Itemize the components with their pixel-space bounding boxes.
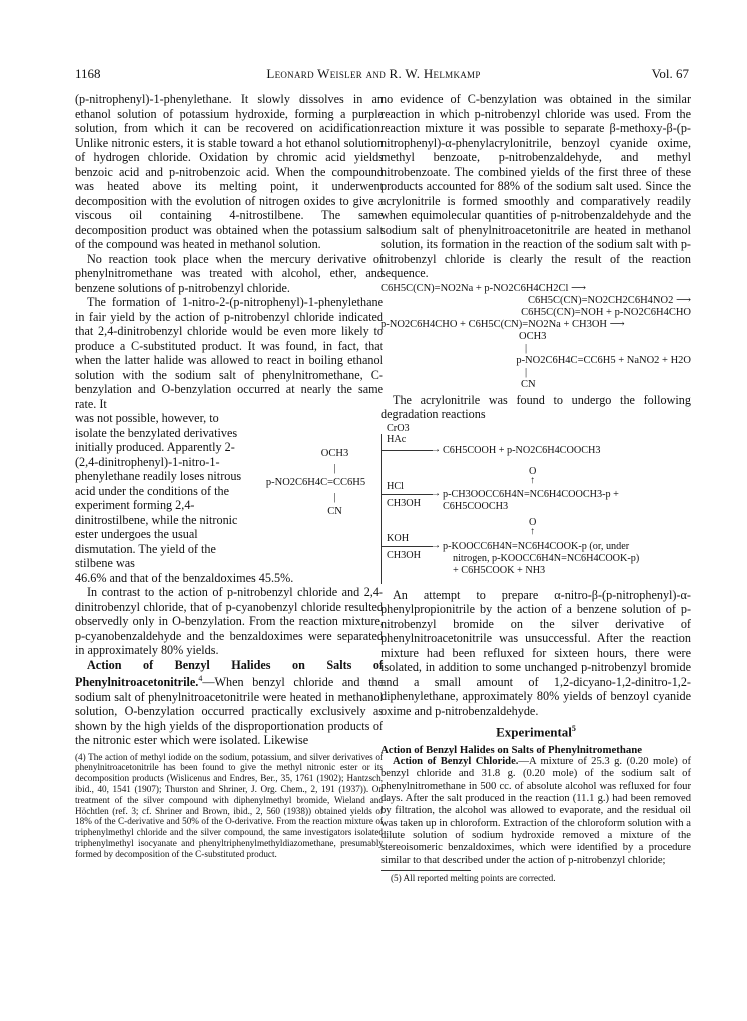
reagent: CH3OH bbox=[387, 497, 421, 509]
equation-line: p-NO2C6H4C=CC6H5 + NaNO2 + H2O bbox=[516, 354, 691, 366]
atom-label: O bbox=[529, 516, 537, 528]
footnote: (5) All reported melting points are corrected. bbox=[391, 872, 556, 883]
reaction-product: nitrogen, p-KOOCC6H4N=NC6H4COOK-p) bbox=[453, 552, 640, 564]
paragraph: (p-nitrophenyl)-1-phenylethane. It slowly dissolves in an ethanol solution of potassium hydroxide, forming a purple solution, from which it can be recovered on acidification. Unlike nitronic esters, it is stable toward a hot ethanol solution of hydrogen chloride. Oxidation by chromic acid yields benzoic acid and p-nitrobenzoic acid. When the compound was heated above its melting point, it underwent decomposition with the evolution of nitrogen oxides to give a viscous oil containing 4-nitrostilbene. The same decomposition product was obtained when the potassium salt of the compound was heated in methanol solution. bbox=[75, 92, 383, 251]
footnote-ref: 5 bbox=[571, 724, 576, 733]
reagent: KOH bbox=[387, 532, 410, 544]
footnote-ref: 4 bbox=[198, 674, 203, 683]
equation-line: C6H5C(CN)=NOH + p-NO2C6H4CHO bbox=[521, 306, 691, 318]
atom-label: O bbox=[529, 465, 537, 477]
reaction-arrow bbox=[381, 546, 433, 547]
section-heading-text: Experimental bbox=[496, 724, 572, 740]
paragraph bbox=[75, 658, 383, 748]
running-header-authors: Leonard Weisler and R. W. Helmkamp bbox=[266, 66, 481, 81]
text-with-formula bbox=[75, 411, 383, 571]
equation-line: C6H5C(CN)=NO2CH2C6H4NO2 ⟶ bbox=[527, 294, 691, 306]
equation-line: p-NO2C6H4CHO + C6H5C(CN)=NO2Na + CH3OH ⟶ bbox=[381, 318, 625, 330]
reaction-product: p-CH3OOCC6H4N=NC6H4COOCH3-p + bbox=[443, 488, 619, 500]
equation-line: C6H5C(CN)=NO2Na + p-NO2C6H4CH2Cl ⟶ bbox=[381, 282, 587, 294]
left-column bbox=[75, 92, 383, 860]
paragraph: An attempt to prepare α-nitro-β-(p-nitrophenyl)-α-phenylpropionitrile by the action of a benzene solution of p-nitrobenzyl bromide on the silver derivative of phenylnitroacetonitrile was unsuccessful. After the reaction mixture had been refluxed for sixteen hours, there were isolated, in addition to some unchanged p-nitrobenzyl bromide and a small amount of 1,2-dicyano-1,2-dinitro-1,2-diphenylethane, approximately 80% yields of benzoyl cyanide oxime and p-nitrobenzaldehyde. bbox=[381, 587, 691, 718]
reagent: CrO3 bbox=[387, 422, 410, 434]
paragraph: The acrylonitrile was found to undergo the following degradation reactions bbox=[381, 392, 691, 421]
coordinate-bond: ↑ bbox=[530, 474, 536, 486]
paragraph: The formation of 1-nitro-2-(p-nitrophenyl)-1-phenylethane in fair yield by the action of p-nitrobenzyl chloride indicated that 2,4-dinitrobenzyl chloride would be even more likely to produce a C-substituted product. It was found, in fact, that when the latter halide was allowed to react in boiling ethanol solution with the sodium salt of phenylnitromethane, C-benzylation and O-benzylation occurred at nearly the same rate. It bbox=[75, 295, 383, 411]
subsection-title: Action of Benzyl Halides on Salts of Phenylnitromethane bbox=[381, 743, 643, 756]
formula-substituent: OCH3 bbox=[320, 448, 349, 459]
reagent: HCl bbox=[387, 480, 404, 492]
arrow-head: → bbox=[431, 539, 442, 551]
reaction-product: C6H5COOCH3 bbox=[443, 500, 509, 512]
paragraph: No reaction took place when the mercury derivative of phenylnitromethane was treated with alcohol, ether, and benzene solutions of p-nitrobenzyl chloride. bbox=[75, 251, 383, 295]
arrow-head: → bbox=[431, 443, 442, 455]
coordinate-bond: ↑ bbox=[530, 525, 536, 537]
arrow-head: → bbox=[431, 487, 442, 499]
equation-substituent: OCH3 bbox=[519, 330, 547, 342]
formula-bond: | bbox=[333, 491, 336, 503]
page-number: 1168 bbox=[75, 66, 101, 81]
equation-substituent: CN bbox=[521, 378, 536, 390]
paragraph bbox=[381, 756, 691, 867]
formula-substituent: CN bbox=[327, 506, 342, 517]
footnote-rule bbox=[381, 870, 471, 871]
experiment-title: Action of Benzyl Chloride. bbox=[393, 756, 519, 768]
paragraph: no evidence of C-benzylation was obtained in the similar reaction in which p-nitrobenzyl chloride was used. From the reaction mixture it was possible to separate β-methoxy-β-(p-nitrophenyl)-α-phenylacrylonitrile, benzoyl cyanide oxime, methyl benzoate, p-nitrobenzaldehyde, and methyl nitrobenzoate. The combined yields of the first three of these products accounted for 88% of the sodium salt used. Since the acrylonitrile is formed smoothly and comparatively readily when equimolecular quantities of p-nitrobenzaldehyde and the sodium salt of phenylnitroacetonitrile are heated in methanol solution, its formation in the reaction of the sodium salt with p-nitrobenzyl chloride is clearly the result of the reaction sequence. bbox=[381, 92, 691, 280]
reaction-arrow bbox=[381, 494, 433, 495]
paragraph-text: —When benzyl chloride and the sodium salt of phenylnitroacetonitrile were heated in methanol solution, O-benzylation occurred practically exclusively as shown by the high yields of the disproportionation products of the nitronic ester which were isolated. Likewise bbox=[75, 675, 383, 748]
footnote: (4) The action of methyl iodide on the sodium, potassium, and silver derivatives of phenylnitroacetonitrile has been found to give the methyl nitronic ester or its decomposition products (Wislicenus and Endres, Ber., 35, 1761 (1902); Hantzsch, ibid., 40, 1541 (1907); Thurston and Shriner, J. Org. Chem., 2, 191 (1937)). On treatment of the silver compound with diphenylmethyl bromide, Wieland and Höchtlen (ref. 3; cf. Shriner and Brown, ibid., 2, 560 (1938)) obtained yields of 18% of the C-derivative and 50% of the O-derivative. From the reaction mixture of triphenylmethyl chloride and the silver compound, the same investigators isolated triphenylmethyl isocyanate and phenyltriphenylmethyldiazomethane, presumably formed by decomposition of the C-substituted product. bbox=[75, 751, 383, 859]
paragraph: In contrast to the action of p-nitrobenzyl chloride and 2,4-dinitrobenzyl chloride, that of p-cyanobenzyl chloride resulted observedly only in O-benzylation. From the reaction mixture, p-cyanobenzaldehyde and the benzaldoximes were separated in approximately 80% yields. bbox=[75, 585, 383, 657]
paragraph: 46.6% and that of the benzaldoximes 45.5%. bbox=[75, 570, 294, 585]
reagent: CH3OH bbox=[387, 549, 421, 561]
reaction-product: + C6H5COOK + NH3 bbox=[453, 564, 546, 576]
reaction-product: C6H5COOH + p-NO2C6H4COOCH3 bbox=[443, 444, 601, 456]
formula-bond: | bbox=[333, 462, 336, 474]
section-title: Action of Benzyl Halides on Salts of Phenylnitroacetonitrile. bbox=[75, 657, 383, 690]
formula-main: p-NO2C6H4C=CC6H5 bbox=[265, 477, 366, 488]
reaction-sequence bbox=[381, 283, 691, 391]
volume-label: Vol. 67 bbox=[651, 66, 689, 81]
paragraph: was not possible, however, to isolate the benzylated derivatives initially produced. Apparently 2-(2,4-dinitrophenyl)-1-nitro-1-phenylethane readily loses nitrous acid under the conditions of the experiment forming 2,4-dinitrostilbene, while the nitronic ester undergoes the usual dismutation. The yield of the stilbene was bbox=[75, 411, 242, 570]
formula-bond: | bbox=[525, 342, 528, 354]
experimental-section bbox=[381, 744, 691, 867]
paragraph-text: —A mixture of 25.3 g. (0.20 mole) of benzyl chloride and 31.8 g. (0.20 mole) of the sodium salt of phenylnitromethane in 500 cc. of absolute alcohol was refluxed for four days. After the salt produced in the reaction (11.1 g.) had been removed by filtration, the alcohol was allowed to evaporate, and the residual oil was taken up in chloroform. Extraction of the chloroform solution with a dilute solution of sodium hydroxide removed a mixture of the stereoisomeric benzaldoximes, which were identified by a procedure similar to that described under the action of p-nitrobenzyl chloride; bbox=[381, 756, 691, 866]
formula-bond: | bbox=[525, 366, 528, 378]
reaction-arrow bbox=[381, 450, 433, 451]
structural-formula bbox=[248, 411, 383, 571]
scheme-bracket bbox=[381, 434, 382, 584]
reagent: HAc bbox=[387, 433, 407, 445]
right-column bbox=[381, 92, 691, 884]
reaction-product: p-KOOCC6H4N=NC6H4COOK-p (or, under bbox=[443, 540, 630, 552]
degradation-scheme bbox=[381, 422, 691, 588]
section-heading bbox=[381, 722, 691, 740]
